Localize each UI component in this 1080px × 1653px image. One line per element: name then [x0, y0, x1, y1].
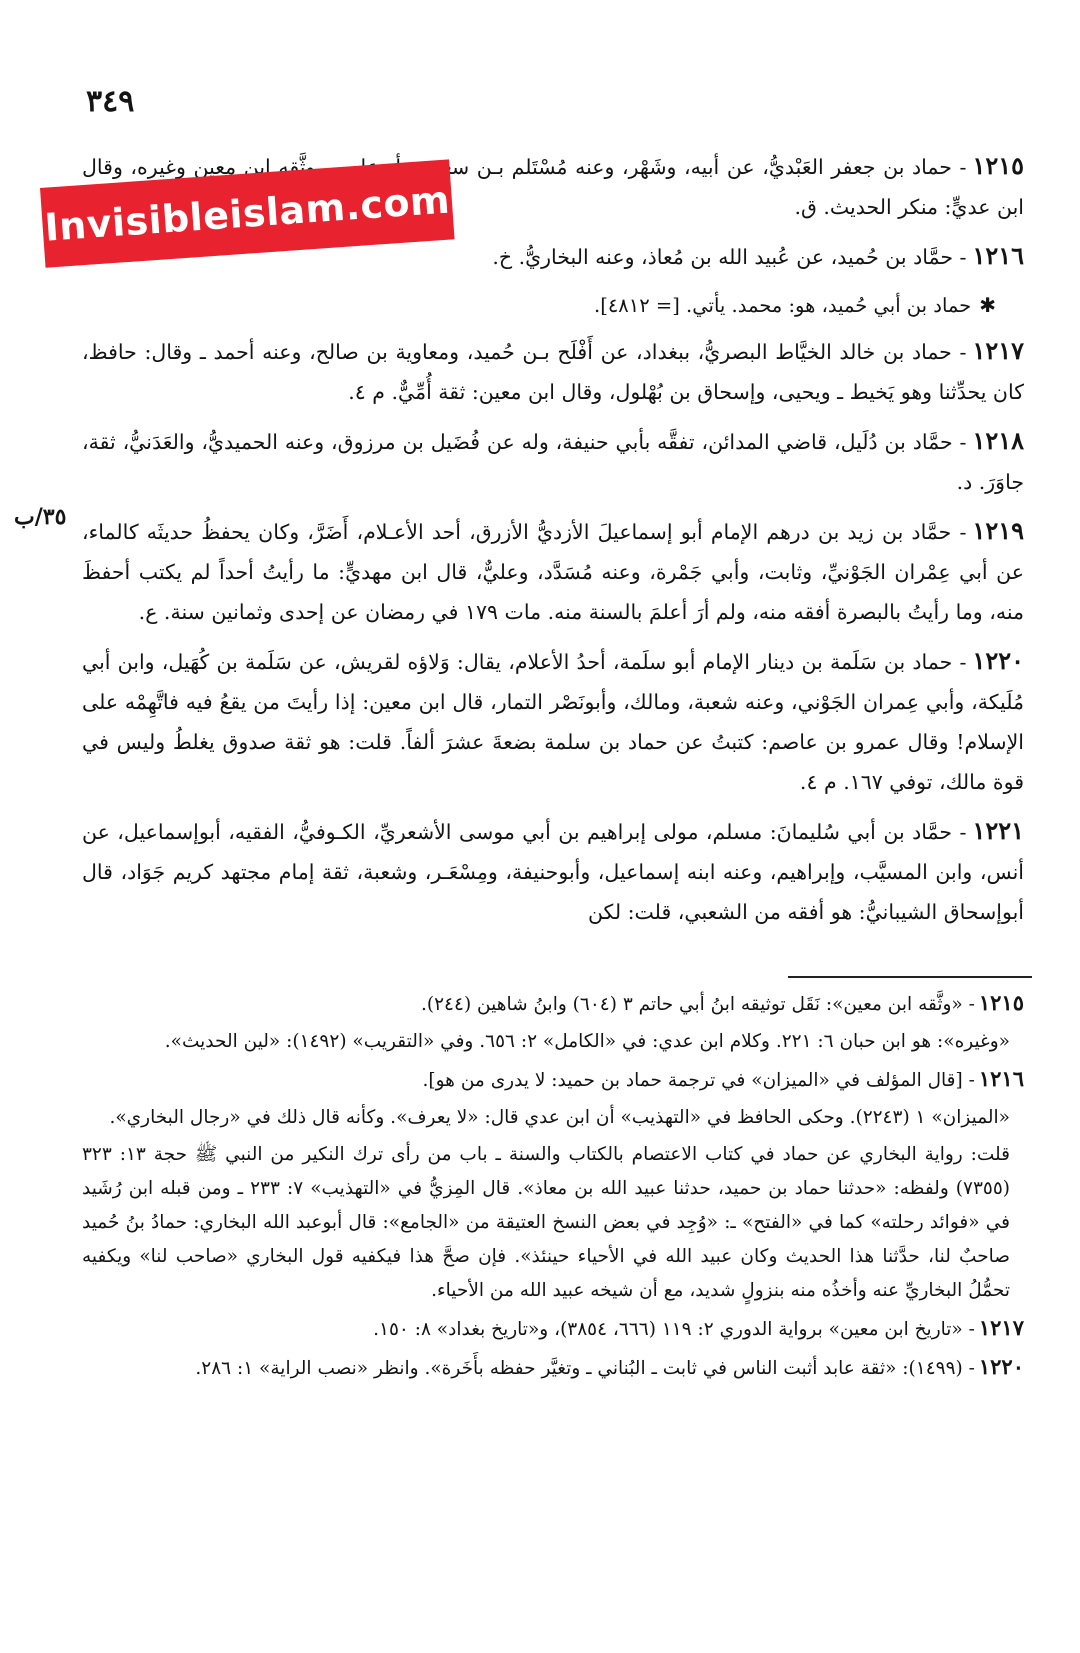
footnote-text: «وغيره»: هو ابن حبان ٦: ٢٢١. وكلام ابن عدي: في «الكامل» ٢: ٦٥٦. وفي «التقريب» (١٤٩٢): «لين الحديث».: [164, 1031, 1010, 1052]
margin-note: ٣٥/ب: [14, 504, 67, 530]
footnote-text: - «تاريخ ابن معين» برواية الدوري ٢: ١١٩ (٦٦٦، ٣٨٥٤)، و«تاريخ بغداد» ٨: ١٥٠.: [373, 1319, 975, 1340]
footnote-text: «الميزان» ١ (٢٢٤٣). وحكى الحافظ في «التهذيب» أن ابن عدي قال: «لا يعرف». وكأنه قال ذلك في «رجال البخاري».: [109, 1107, 1010, 1128]
footnote-number: ١٢١٥: [978, 990, 1024, 1015]
footnote-1215-continued: [82, 1025, 1024, 1059]
entry-text: - حمَّاد بن دُلَيل، قاضي المدائن، تفقَّه بأبي حنيفة، وله عن فُضَيل بن مرزوق، وعنه الحميديُّ، والعَدَنيُّ، ثقة، جاوَرَ. د.: [82, 430, 1024, 494]
entry-text: - حمَّاد بن زيد بن درهم الإمام أبو إسماعيلَ الأزديُّ الأزرق، أحد الأعـلام، أَضَرَّ، وكان يحفظُ حديثَه كالماء، عن أبي عِمْران الجَوْنيِّ، وثابت، وأبي جَمْرة، وعنه مُسَدَّد، وعليٌّ، قال ابن مهديٍّ: ما رأيتُ أحداً لم يكتب أحفظَ منه، وما رأيتُ بالبصرة أفقه منه، ولم أرَ أعلمَ بالسنة منه. مات ١٧٩ في رمضان عن إحدى وثمانين سنة. ع.: [82, 520, 1024, 624]
entry-number: ١٢١٩: [972, 516, 1024, 545]
footnote-1215: [82, 986, 1024, 1022]
watermark-text: Invisibleislam.com: [43, 177, 452, 250]
footnote-text: - (١٤٩٩): «ثقة عابد أثبت الناس في ثابت ـ البُناني ـ وتغيَّر حفظه بأَخَرة». وانظر «نصب الراية» ١: ٢٨٦.: [195, 1358, 975, 1379]
footnote-text: - «وثَّقه ابن معين»: نَقَل توثيقه ابنُ أبي حاتم ٣ (٦٠٤) وابنُ شاهين (٢٤٤).: [421, 994, 975, 1015]
footnote-divider: [788, 976, 1032, 978]
entry-text: - حماد بن سَلَمة بن دينار الإمام أبو سلَمة، أحدُ الأعلام، يقال: وَلاؤه لقريش، عن سَلَمة بن كُهَيل، وابن أبي مُلَيكة، وأبي عِمران الجَوْني، وعنه شعبة، ومالك، وأبونَصْر التمار، قال ابن معين: إذا رأيتَ من يقعُ فيه فاتَّهِمْه على الإسلام! وقال عمرو بن عاصم: كتبتُ عن حماد بن سلمة بضعةَ عشرَ ألفاً. قلت: هو ثقة صدوق يغلطُ وليس في قوة مالك، توفي ١٦٧. م ٤.: [82, 650, 1024, 794]
footnote-number: ١٢٢٠: [978, 1354, 1024, 1379]
entry-number: ١٢٢١: [972, 816, 1024, 845]
biography-entries: [82, 146, 1024, 941]
entry-number: ١٢٢٠: [972, 646, 1024, 675]
footnotes: [82, 986, 1024, 1389]
cross-reference-note: [82, 286, 1024, 325]
page-number: ٣٤٩: [86, 84, 135, 119]
footnote-1220: [82, 1350, 1024, 1386]
entry-1220: [82, 641, 1024, 802]
entry-text: حماد بن أبي حُميد، هو: محمد. يأتي. [= ٤٨١٢].: [594, 294, 972, 317]
entry-number: ١٢١٧: [972, 336, 1024, 365]
footnote-1217: [82, 1311, 1024, 1347]
entry-number: ١٢١٦: [972, 241, 1024, 270]
footnote-number: ١٢١٦: [978, 1066, 1024, 1091]
entry-1218: [82, 421, 1024, 502]
footnote-text: - [قال المؤلف في «الميزان» في ترجمة حماد بن حميد: لا يدرى من هو].: [422, 1070, 975, 1091]
entry-text: - حمَّاد بن حُميد، عن عُبيد الله بن مُعاذ، وعنه البخاريُّ. خ.: [492, 245, 967, 269]
footnote-number: ١٢١٧: [978, 1315, 1024, 1340]
entry-text: - حماد بن جعفر العَبْديُّ، عن أبيه، وشَهْر، وعنه مُسْتَلم بـن سعيد، وأبوعاصم، وثَّقه ابن معين وغيره، وقال ابن عديٍّ: منكر الحديث. ق.: [82, 155, 1024, 219]
entry-number: ١٢١٥: [972, 151, 1024, 180]
asterisk-icon: ✱: [979, 293, 996, 317]
footnote-1216-comment: [82, 1138, 1024, 1308]
entry-1221: [82, 811, 1024, 932]
entry-number: ١٢١٨: [972, 426, 1024, 455]
entry-1217: [82, 331, 1024, 412]
entry-1219: [82, 511, 1024, 632]
footnote-1216-continued: [82, 1101, 1024, 1135]
footnote-1216: [82, 1062, 1024, 1098]
footnote-text: قلت: رواية البخاري عن حماد في كتاب الاعتصام بالكتاب والسنة ـ باب من رأى ترك النكير من النبي ﷺ حجة ١٣: ٣٢٣ (٧٣٥٥) ولفظه: «حدثنا حماد بن حميد، حدثنا عبيد الله بن معاذ». قال المِزيُّ في «التهذيب» ٧: ٢٣٣ ـ ومن قبله ابن رُشَيد في «فوائد رحلته» كما في «الفتح» ـ: «وُجِد في بعض النسخ العتيقة من «الجامع»: قال أبوعبد الله البخاري: حمادُ بنُ حُميد صاحبٌ لنا، حدَّثنا هذا الحديث وكان عبيد الله في الأحياء حينئذ». فإن صحَّ هذا فيكفيه قول البخاري «صاحب لنا» ويكفيه تحمُّلُ البخاريِّ عنه وأخذُه منه بنزولٍ شديد، مع أن شيخه عبيد الله من الأحياء.: [82, 1144, 1010, 1301]
entry-text: - حماد بن خالد الخيَّاط البصريُّ، ببغداد، عن أَفْلَح بـن حُميد، ومعاوية بن صالح، وعنه أحمد ـ وقال: حافظ، كان يحدِّثنا وهو يَخيط ـ ويحيى، وإسحاق بن بُهْلول، وقال ابن معين: ثقة أُمِّيٌّ. م ٤.: [82, 340, 1024, 404]
entry-text: - حمَّاد بن أبي سُليمانَ: مسلم، مولى إبراهيم بن أبي موسى الأشعريِّ، الكـوفيُّ، الفقيه، أبوإسماعيل، عن أنس، وابن المسيَّب، وإبراهيم، وعنه ابنه إسماعيل، وأبوحنيفة، ومِسْعَـر، وشعبة، ثقة إمام مجتهد كريم جَوَاد، قال أبوإسحاق الشيبانيُّ: هو أفقه من الشعبي، قلت: لكن: [82, 820, 1024, 924]
